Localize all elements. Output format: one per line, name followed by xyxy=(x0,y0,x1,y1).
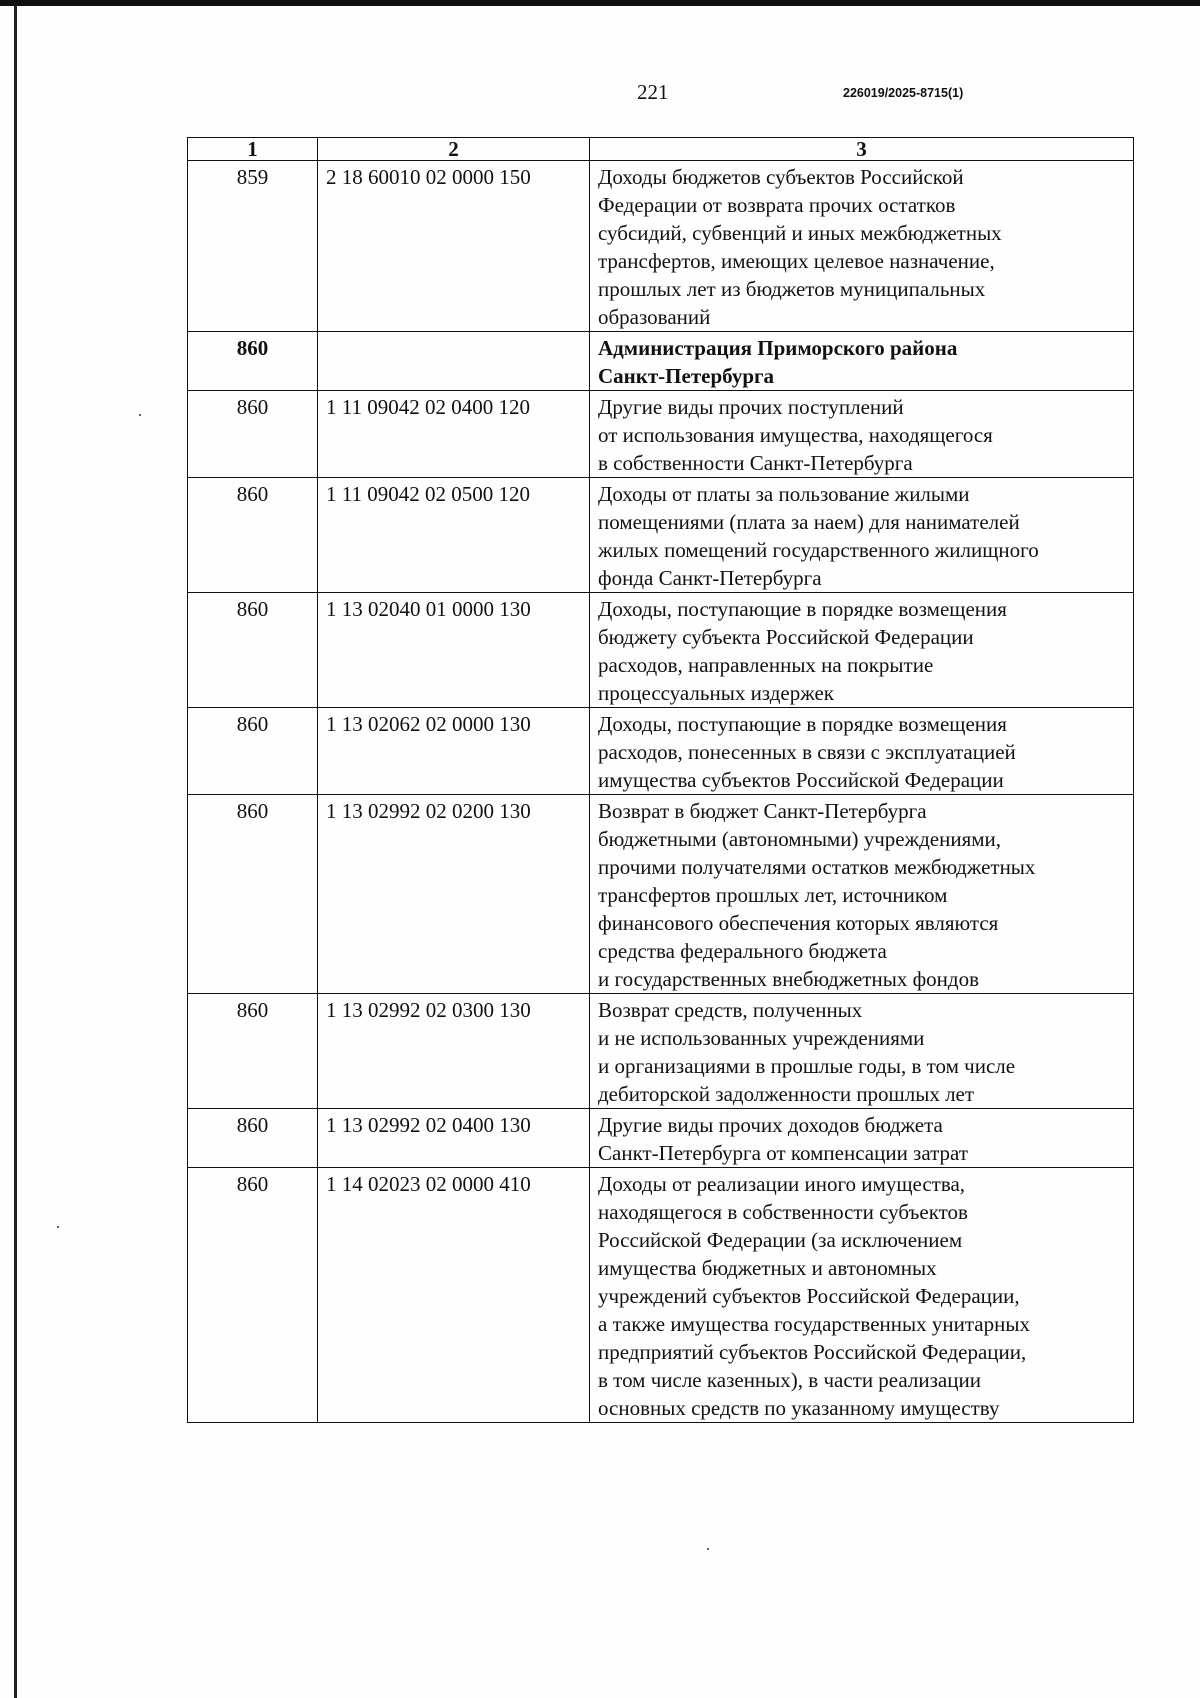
description-line: прошлых лет из бюджетов муниципальных xyxy=(598,277,986,301)
description-line: учреждений субъектов Российской Федерации, xyxy=(598,1284,1020,1308)
description-line: финансового обеспечения которых являются xyxy=(598,911,999,935)
description-line: имущества бюджетных и автономных xyxy=(598,1256,937,1280)
description-line: прочими получателями остатков межбюджетных xyxy=(598,855,1036,879)
row-admin-code: 860 xyxy=(188,795,318,994)
table-body xyxy=(188,161,1134,1423)
scan-speck xyxy=(707,1548,709,1550)
row-budget-classification-code xyxy=(318,332,590,391)
table-header-row xyxy=(188,138,1134,161)
row-admin-code: 860 xyxy=(188,593,318,708)
column-header-1: 1 xyxy=(188,138,318,161)
description-line: Доходы, поступающие в порядке возмещения xyxy=(598,597,1007,621)
table-row xyxy=(188,161,1134,332)
description-line: и не использованных учреждениями xyxy=(598,1026,925,1050)
row-description xyxy=(590,161,1134,332)
description-line: и государственных внебюджетных фондов xyxy=(598,967,980,991)
table-row xyxy=(188,1168,1134,1423)
description-line: Администрация Приморского района xyxy=(598,336,958,360)
row-budget-classification-code: 1 11 09042 02 0500 120 xyxy=(318,478,590,593)
table-row xyxy=(188,994,1134,1109)
description-line: процессуальных издержек xyxy=(598,681,834,705)
document-code: 226019/2025-8715(1) xyxy=(843,86,964,100)
row-budget-classification-code: 1 13 02992 02 0200 130 xyxy=(318,795,590,994)
description-line: дебиторской задолженности прошлых лет xyxy=(598,1082,975,1106)
description-line: бюджетными (автономными) учреждениями, xyxy=(598,827,1002,851)
row-budget-classification-code: 1 11 09042 02 0400 120 xyxy=(318,391,590,478)
description-line: в том числе казенных), в части реализации xyxy=(598,1368,981,1392)
description-line: предприятий субъектов Российской Федерации, xyxy=(598,1340,1027,1364)
row-description xyxy=(590,1109,1134,1168)
description-line: Доходы, поступающие в порядке возмещения xyxy=(598,712,1007,736)
description-line: Другие виды прочих доходов бюджета xyxy=(598,1113,943,1137)
scan-speck xyxy=(57,1226,59,1228)
description-line: Федерации от возврата прочих остатков xyxy=(598,193,956,217)
table-row xyxy=(188,1109,1134,1168)
row-budget-classification-code: 1 13 02992 02 0400 130 xyxy=(318,1109,590,1168)
description-line: а также имущества государственных унитарных xyxy=(598,1312,1030,1336)
page-number: 221 xyxy=(637,80,669,104)
description-line: имущества субъектов Российской Федерации xyxy=(598,768,1004,792)
revenue-codes-table xyxy=(187,137,1134,1423)
column-header-3: 3 xyxy=(590,138,1134,161)
description-line: фонда Санкт-Петербурга xyxy=(598,566,822,590)
row-admin-code: 860 xyxy=(188,478,318,593)
description-line: помещениями (плата за наем) для нанимателей xyxy=(598,510,1020,534)
description-line: Другие виды прочих поступлений xyxy=(598,395,904,419)
scan-border-top xyxy=(0,0,1200,6)
description-line: Доходы бюджетов субъектов Российской xyxy=(598,165,964,189)
row-description xyxy=(590,593,1134,708)
row-description xyxy=(590,391,1134,478)
row-admin-code: 860 xyxy=(188,994,318,1109)
description-line: субсидий, субвенций и иных межбюджетных xyxy=(598,221,1002,245)
description-line: жилых помещений государственного жилищного xyxy=(598,538,1039,562)
column-header-2: 2 xyxy=(318,138,590,161)
row-budget-classification-code: 1 14 02023 02 0000 410 xyxy=(318,1168,590,1423)
row-description xyxy=(590,708,1134,795)
description-line: образований xyxy=(598,305,711,329)
description-line: Российской Федерации (за исключением xyxy=(598,1228,963,1252)
description-line: расходов, понесенных в связи с эксплуатацией xyxy=(598,740,1016,764)
table-row xyxy=(188,708,1134,795)
row-description xyxy=(590,994,1134,1109)
description-line: Доходы от платы за пользование жилыми xyxy=(598,482,970,506)
description-line: трансфертов, имеющих целевое назначение, xyxy=(598,249,995,273)
table-row xyxy=(188,478,1134,593)
row-budget-classification-code: 2 18 60010 02 0000 150 xyxy=(318,161,590,332)
scan-border-left xyxy=(14,6,17,1698)
row-admin-code: 860 xyxy=(188,391,318,478)
description-line: в собственности Санкт-Петербурга xyxy=(598,451,913,475)
row-budget-classification-code: 1 13 02062 02 0000 130 xyxy=(318,708,590,795)
description-line: Доходы от реализации иного имущества, xyxy=(598,1172,966,1196)
description-line: трансфертов прошлых лет, источником xyxy=(598,883,948,907)
row-admin-code: 860 xyxy=(188,1168,318,1423)
description-line: Возврат в бюджет Санкт-Петербурга xyxy=(598,799,927,823)
description-line: бюджету субъекта Российской Федерации xyxy=(598,625,974,649)
row-description xyxy=(590,795,1134,994)
row-admin-code: 859 xyxy=(188,161,318,332)
description-line: Санкт-Петербурга от компенсации затрат xyxy=(598,1141,969,1165)
description-line: от использования имущества, находящегося xyxy=(598,423,993,447)
table-row xyxy=(188,795,1134,994)
table-row xyxy=(188,332,1134,391)
description-line: основных средств по указанному имуществу xyxy=(598,1396,1000,1420)
description-line: и организациями в прошлые годы, в том числе xyxy=(598,1054,1016,1078)
table-row xyxy=(188,391,1134,478)
description-line: средства федерального бюджета xyxy=(598,939,887,963)
row-admin-code: 860 xyxy=(188,332,318,391)
table-row xyxy=(188,593,1134,708)
description-line: Возврат средств, полученных xyxy=(598,998,863,1022)
row-description xyxy=(590,478,1134,593)
row-budget-classification-code: 1 13 02040 01 0000 130 xyxy=(318,593,590,708)
row-description xyxy=(590,332,1134,391)
row-admin-code: 860 xyxy=(188,1109,318,1168)
scan-speck xyxy=(139,414,141,416)
description-line: Санкт-Петербурга xyxy=(598,364,775,388)
description-line: расходов, направленных на покрытие xyxy=(598,653,934,677)
row-admin-code: 860 xyxy=(188,708,318,795)
row-budget-classification-code: 1 13 02992 02 0300 130 xyxy=(318,994,590,1109)
row-description xyxy=(590,1168,1134,1423)
description-line: находящегося в собственности субъектов xyxy=(598,1200,968,1224)
